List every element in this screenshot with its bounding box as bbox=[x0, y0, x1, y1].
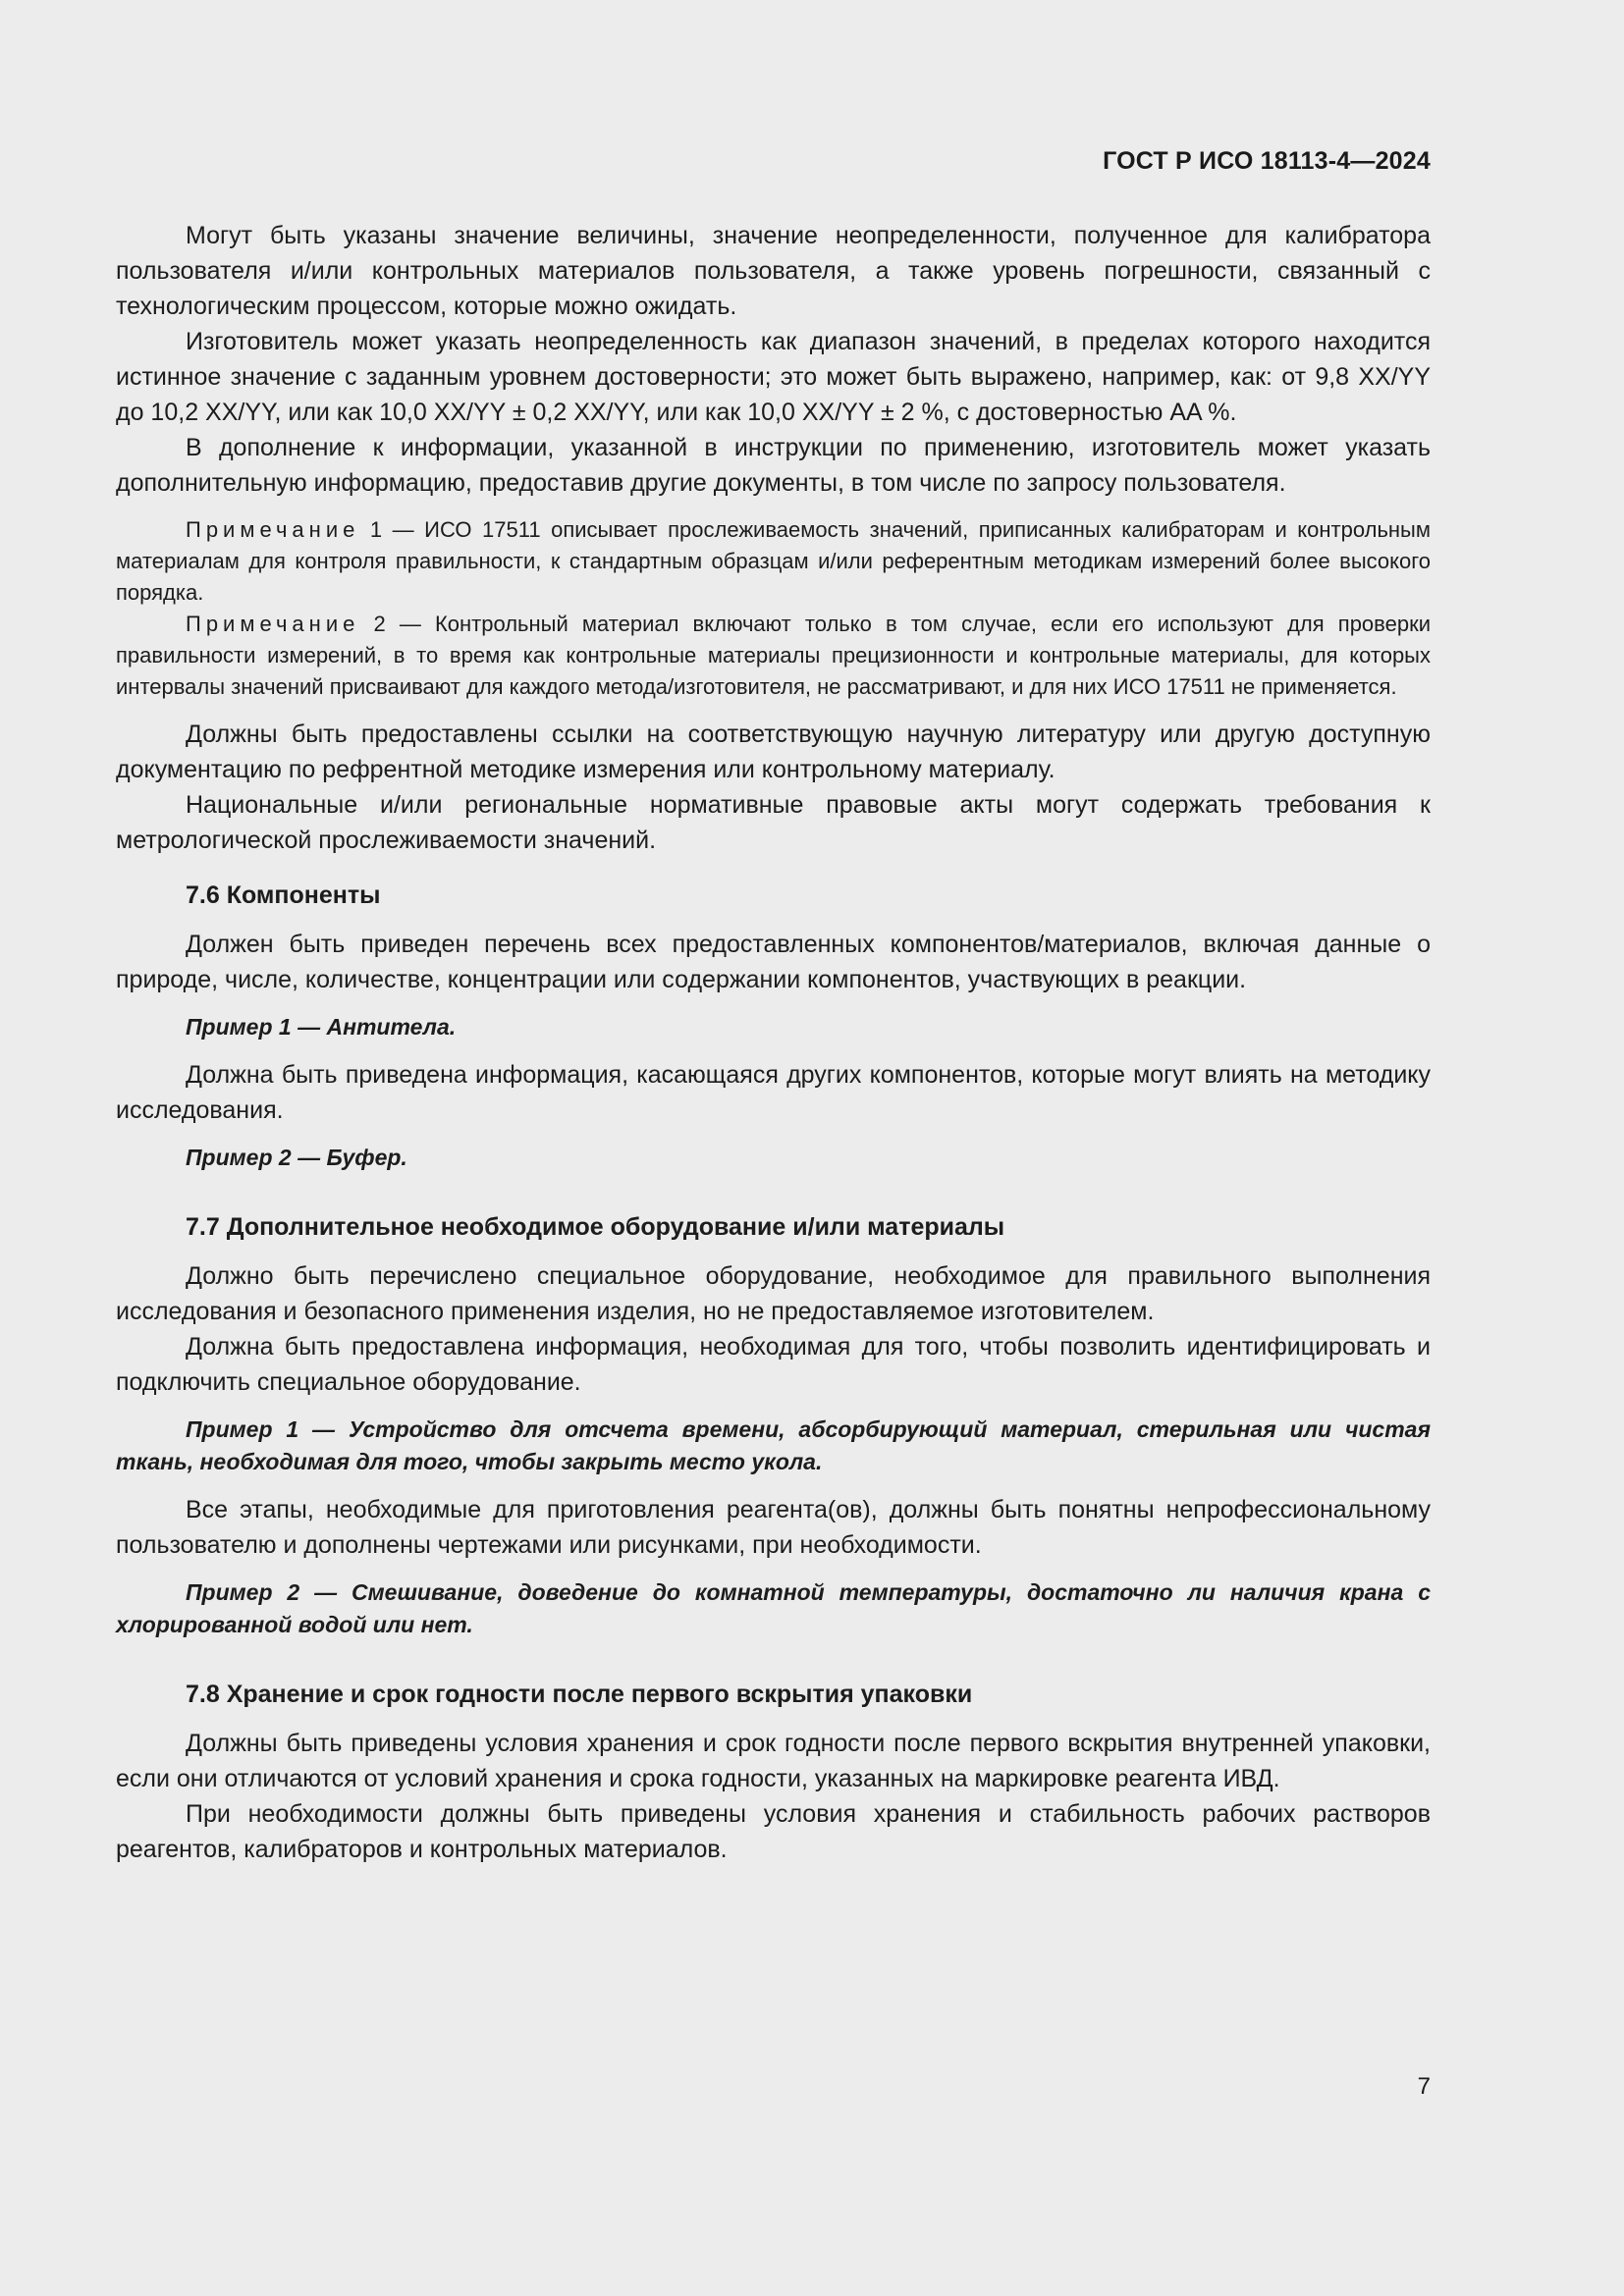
paragraph-other-components: Должна быть приведена информация, касающаяся других компонентов, которые могут влиять на методику исследования. bbox=[116, 1061, 1431, 1124]
paragraph-uncertainty-values: Могут быть указаны значение величины, значение неопределенности, полученное для калибратора пользователя и/или контрольных материалов пользователя, а также уровень погрешности, связанный с технологическим процессом, которые можно ожидать. bbox=[116, 222, 1431, 320]
paragraph-components-list: Должен быть приведен перечень всех предоставленных компонентов/материалов, включая данные о природе, числе, количестве, концентрации или содержании компонентов, участвующих в реакции. bbox=[116, 931, 1431, 993]
note-1 bbox=[116, 514, 1431, 609]
paragraph-uncertainty-range: Изготовитель может указать неопределенность как диапазон значений, в пределах которого находится истинное значение с заданным уровнем достоверности; это может быть выражено, например, как: от 9,8 XX/YY до 10,2 XX/YY, или как 10,0 XX/YY ± 0,2 XX/YY, или как 10,0 XX/YY ± 2 %, с достоверностью AA %. bbox=[116, 328, 1431, 426]
paragraph-equipment-identification: Должна быть предоставлена информация, необходимая для того, чтобы позволить идентифицировать и подключить специальное оборудование. bbox=[116, 1333, 1431, 1396]
note-2 bbox=[116, 609, 1431, 703]
page-number: 7 bbox=[1417, 2073, 1431, 2100]
example-timing-device: Пример 1 — Устройство для отсчета времени, абсорбирующий материал, стерильная или чистая ткань, необходимая для того, чтобы закрыть место укола. bbox=[116, 1416, 1431, 1474]
paragraph-storage-conditions: Должны быть приведены условия хранения и срок годности после первого вскрытия внутренней упаковки, если они отличаются от условий хранения и срока годности, указанных на маркировке реагента ИВД. bbox=[116, 1730, 1431, 1792]
example-2-buffer: Пример 2 — Буфер. bbox=[186, 1145, 407, 1170]
document-body bbox=[116, 218, 1431, 1867]
paragraph-reagent-preparation: Все этапы, необходимые для приготовления реагента(ов), должны быть понятны непрофессиональному пользователю и дополнены чертежами или рисунками, при необходимости. bbox=[116, 1496, 1431, 1559]
example-mixing: Пример 2 — Смешивание, доведение до комнатной температуры, достаточно ли наличия крана с хлорированной водой или нет. bbox=[116, 1579, 1431, 1637]
section-heading-7-7: 7.7 Дополнительное необходимое оборудование и/или материалы bbox=[186, 1213, 1005, 1241]
paragraph-references: Должны быть предоставлены ссылки на соответствующую научную литературу или другую доступную документацию по рефрентной методике измерения или контрольному материалу. bbox=[116, 721, 1431, 783]
note-1-text: 1 — ИСО 17511 описывает прослеживаемость значений, приписанных калибраторам и контрольным материалам для контроля правильности, к стандартным образцам и/или референтным методикам измерений более высокого порядка. bbox=[116, 517, 1431, 605]
example-1-antibodies: Пример 1 — Антитела. bbox=[186, 1014, 457, 1040]
note-2-text: 2 — Контрольный материал включают только в том случае, если его используют для проверки правильности измерений, в то время как контрольные материалы прецизионности и контрольные материалы, для которых интервалы значений присваивают для каждого метода/изготовителя, не рассматривают, и для них ИСО 17511 не применяется. bbox=[116, 612, 1431, 699]
paragraph-regulatory: Национальные и/или региональные нормативные правовые акты могут содержать требования к метрологической прослеживаемости значений. bbox=[116, 791, 1431, 854]
note-2-label: Примечание bbox=[186, 612, 360, 636]
note-1-label: Примечание bbox=[186, 517, 360, 542]
paragraph-working-solutions: При необходимости должны быть приведены условия хранения и стабильность рабочих растворов реагентов, калибраторов и контрольных материалов. bbox=[116, 1800, 1431, 1863]
section-heading-7-6: 7.6 Компоненты bbox=[186, 881, 381, 909]
paragraph-additional-info: В дополнение к информации, указанной в инструкции по применению, изготовитель может указать дополнительную информацию, предоставив другие документы, в том числе по запросу пользователя. bbox=[116, 434, 1431, 497]
document-code-header: ГОСТ Р ИСО 18113-4—2024 bbox=[1103, 147, 1431, 175]
paragraph-special-equipment: Должно быть перечислено специальное оборудование, необходимое для правильного выполнения исследования и безопасного применения изделия, но не предоставляемое изготовителем. bbox=[116, 1262, 1431, 1325]
section-heading-7-8: 7.8 Хранение и срок годности после первого вскрытия упаковки bbox=[186, 1681, 973, 1708]
